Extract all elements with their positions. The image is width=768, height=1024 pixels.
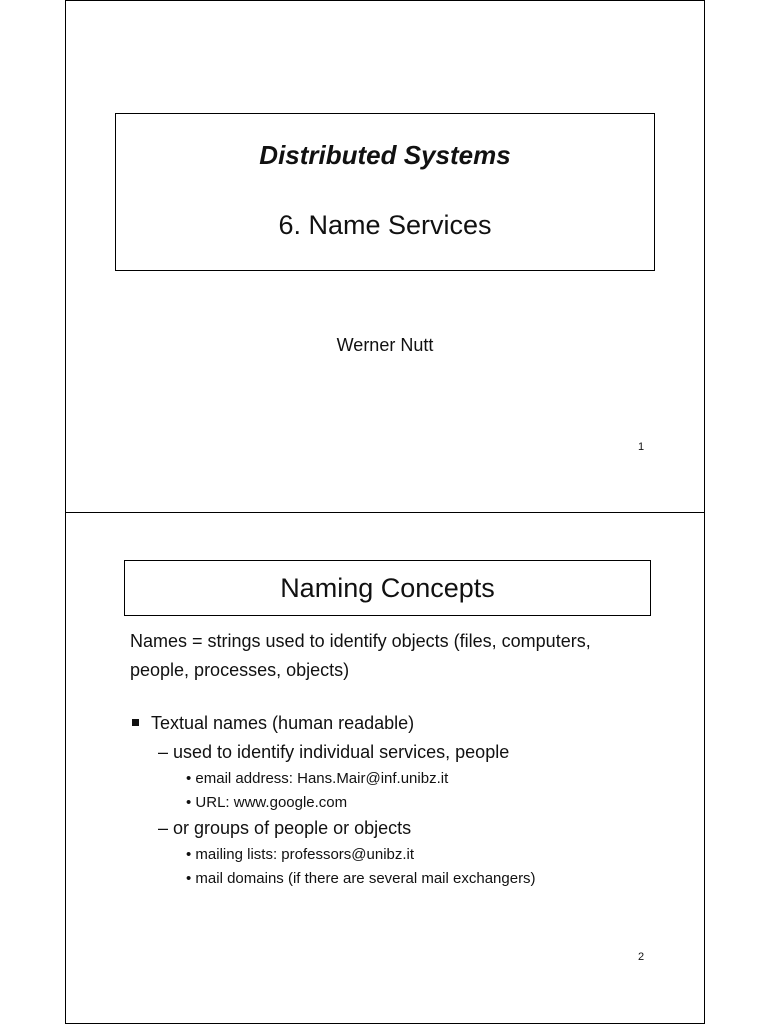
slide-subtitle: 6. Name Services: [278, 210, 492, 240]
sub-sub-bullet-item: • URL: www.google.com: [186, 794, 348, 811]
bullet-text: Textual names (human readable): [151, 713, 415, 733]
sub-bullet-item: – or groups of people or objects: [158, 818, 412, 838]
intro-text: Names = strings used to identify objects (files, computers, people, processes, objects): [130, 631, 591, 680]
sub-sub-bullet-item: • mail domains (if there are several mail exchangers): [186, 870, 536, 887]
bullet-item: [132, 713, 414, 734]
sub-sub-bullet-item: • mailing lists: professors@unibz.it: [186, 846, 415, 863]
author-name: Werner Nutt: [336, 335, 434, 355]
sub-sub-bullet-item: • email address: Hans.Mair@inf.unibz.it: [186, 770, 449, 787]
square-bullet-icon: [132, 719, 139, 726]
slide-title: Naming Concepts: [124, 560, 651, 616]
page-number: 1: [638, 441, 645, 453]
slide-2: [65, 512, 705, 1024]
title-box: [115, 113, 655, 271]
slide-1: [65, 0, 705, 513]
page-number: 2: [638, 951, 645, 963]
slide-title: Distributed Systems: [259, 140, 511, 170]
sub-bullet-item: – used to identify individual services, people: [158, 742, 510, 762]
